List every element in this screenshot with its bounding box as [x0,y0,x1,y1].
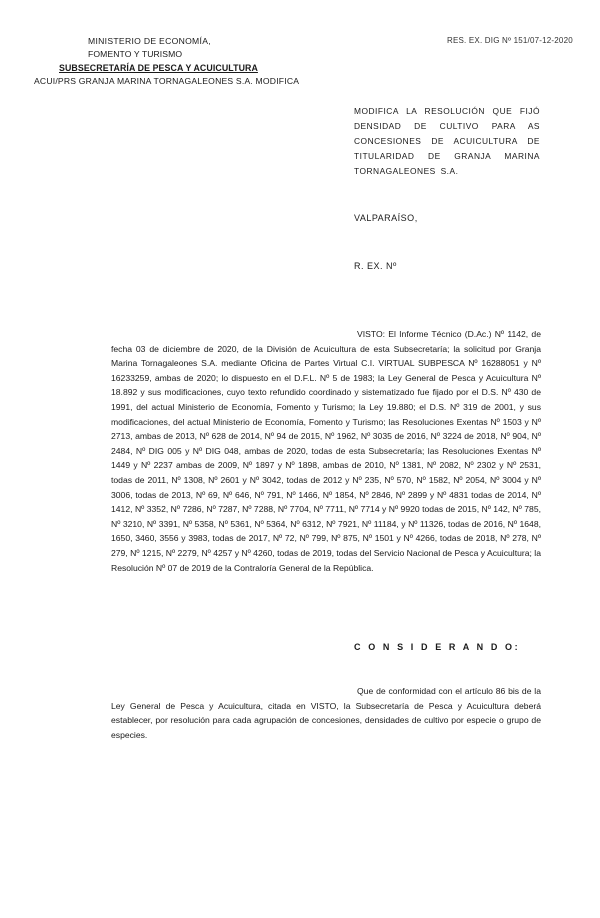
subsecretaria-heading: SUBSECRETARÍA DE PESCA Y ACUICULTURA [59,63,258,73]
considerando-heading: C O N S I D E R A N D O: [354,642,521,652]
considerando-paragraph: Que de conformidad con el artículo 86 bis de la Ley General de Pesca y Acuicultura, citada en VISTO, la Subsecretaría de Pesca y Acuicultura deberá establecer, por resolución para cada agrupación de concesiones, densidades de cultivo por especie o grupo de especies. [111,686,541,740]
ministry-line-2: FOMENTO Y TURISMO [88,49,183,59]
resolution-title: MODIFICA LA RESOLUCIÓN QUE FIJÓ DENSIDAD DE CULTIVO PARA AS CONCESIONES DE ACUICULTURA DE TITULARIDAD DE GRANJA MARINA TORNAGALEONES S.A. [354,106,540,176]
resolution-number-line: R. EX. Nº [354,261,397,271]
file-reference: ACUI/PRS GRANJA MARINA TORNAGALEONES S.A. MODIFICA [34,76,300,86]
resolution-reference: RES. EX. DIG Nº 151/07-12-2020 [447,36,573,45]
city-line: VALPARAÍSO, [354,213,418,223]
visto-paragraph: VISTO: El Informe Técnico (D.Ac.) Nº 1142, de fecha 03 de diciembre de 2020, de la División de Acuicultura de esta Subsecretaría; la solicitud por Granja Marina Tornagaleones S.A. mediante Oficina de Partes Virtual C.I. VIRTUAL SUBPESCA Nº 16288051 y Nº 16233259, ambas de 2020; lo dispuesto en el D.F.L. Nº 5 de 1983; la Ley General de Pesca y Acuicultura Nº 18.892 y sus modificaciones, cuyo texto refundido coordinado y sistematizado fue fijado por el D.S. Nº 430 de 1991, del actual Ministerio de Economía, Fomento y Turismo; la Ley 19.880; el D.S. Nº 319 de 2001, y sus modificaciones, del actual Ministerio de Economía, Fomento y Turismo; las Resoluciones Exentas Nº 1503 y Nº 2713, ambas de 2013, Nº 628 de 2014, Nº 94 de 2015, Nº 1962, Nº 3035 de 2016, Nº 3224 de 2018, Nº 904, Nº 2484, Nº DIG 005 y Nº DIG 048, ambas de 2020, todas de esta Subsecretaría; las Resoluciones Exentas Nº 1449 y Nº 2237 ambas de 2009, Nº 1897 y Nº 1898, ambas de 2010, Nº 1381, Nº 2082, Nº 2302 y Nº 2531, todas de 2011, Nº 1308, Nº 2601 y Nº 3042, todas de 2012 y Nº 235, Nº 570, Nº 1582, Nº 2054, Nº 3004 y Nº 3006, todas de 2013, Nº 69, Nº 646, Nº 791, Nº 1466, Nº 1854, Nº 2846, Nº 2899 y Nº 4831 todas de 2014, Nº 1412, Nº 3352, Nº 7286, Nº 7287, Nº 7288, Nº 7704, Nº 7711, Nº 7714 y Nº 9920 todas de 2015, Nº 142, Nº 785, Nº 3210, Nº 3391, Nº 5358, Nº 5361, Nº 5364, Nº 6312, Nº 7921, Nº 11184, y Nº 11326, todas de 2016, Nº 1648, 1650, 3460, 3556 y 3983, todas de 2017, Nº 72, Nº 799, Nº 875, Nº 1501 y Nº 4266, todas de 2018, Nº 278, Nº 279, Nº 1215, Nº 2279, Nº 4257 y Nº 4260, todas de 2019, todas del Servicio Nacional de Pesca y Acuicultura; la Resolución Nº 07 de 2019 de la Contraloría General de la República. [111,329,541,573]
ministry-line-1: MINISTERIO DE ECONOMÍA, [88,36,211,46]
